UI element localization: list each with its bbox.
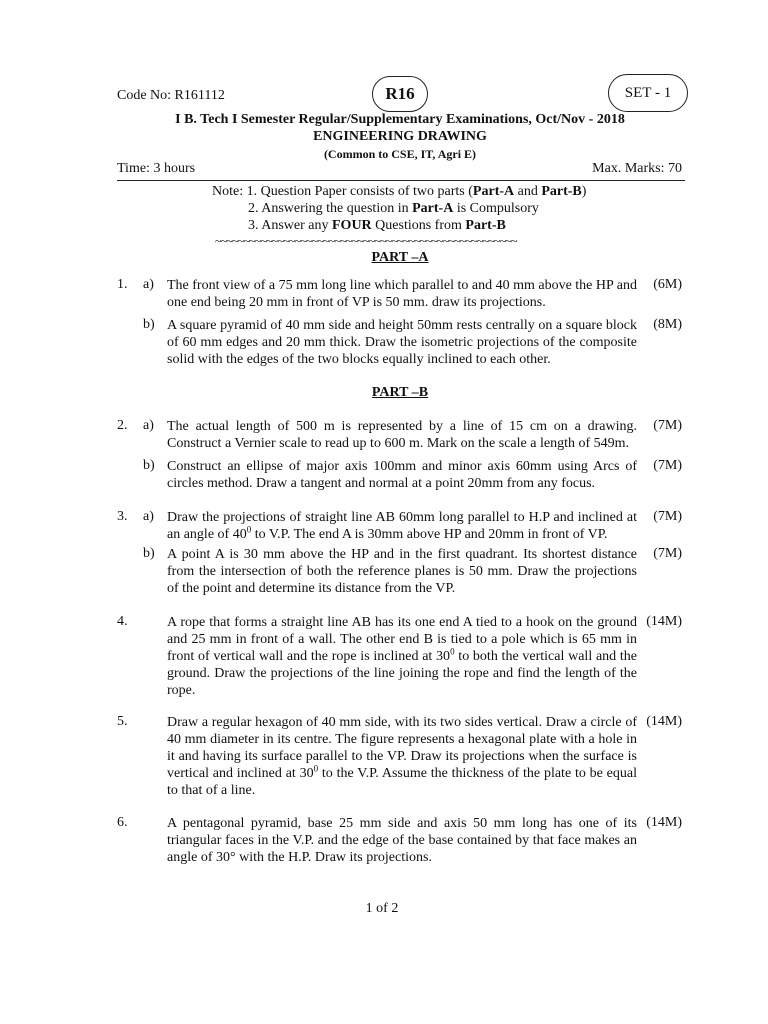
q1-number: 1. (117, 277, 128, 292)
q3b-label: b) (143, 546, 155, 561)
q2b-marks: (7M) (653, 458, 682, 473)
q1b-marks: (8M) (653, 317, 682, 332)
q3a-text: Draw the projections of straight line AB 60mm long parallel to H.P and inclined at an angle of $40^0$ to V.P. The end A is 30mm above HP and 20mm in front of VP. (167, 510, 637, 542)
q3a-marks: (7M) (653, 509, 682, 524)
subject-title: ENGINEERING DRAWING (313, 129, 487, 144)
set-badge: SET - 1 (608, 74, 688, 112)
q2a-marks: (7M) (653, 418, 682, 433)
q2b-label: b) (143, 458, 155, 473)
q3b-text: A point A is 30 mm above the HP and in the first quadrant. Its shortest distance from the intersection of both the reference planes is 50 mm. Draw the projections of the point and determine its distance from the VP. (167, 547, 637, 596)
note-2: 2. Answering the question in Part-A is Compulsory (248, 201, 539, 216)
common-to: (Common to CSE, IT, Agri E) (323, 147, 477, 161)
note-1: Note: 1. Question Paper consists of two parts (Part-A and Part-B) (212, 184, 587, 199)
q6-marks: (14M) (646, 815, 682, 830)
q3-number: 3. (117, 509, 128, 524)
regulation-badge: R16 (372, 76, 428, 112)
q5-number: 5. (117, 714, 128, 729)
q1a-label: a) (143, 277, 154, 292)
page-number: 1 of 2 (365, 901, 399, 916)
code-number: Code No: R161112 (117, 88, 225, 103)
q1b-label: b) (143, 317, 155, 332)
q2b-text: Construct an ellipse of major axis 100mm and minor axis 60mm using Arcs of circles method. Draw a tangent and normal at a point 20mm from any focus. (167, 459, 637, 491)
q2a-label: a) (143, 418, 154, 433)
time-label: Time: 3 hours (117, 161, 196, 176)
exam-title: I B. Tech I Semester Regular/Supplementary Examinations, Oct/Nov - 2018 (175, 112, 625, 127)
q2-number: 2. (117, 418, 128, 433)
tilde-separator: ~~~~~~~~~~~~~~~~~~~~~~~~~~~~~~~~~~~~~~~~~~~~~~~~~~~~~ (215, 234, 517, 248)
q6-number: 6. (117, 815, 128, 830)
q4-number: 4. (117, 614, 128, 629)
q2a-text: The actual length of 500 m is represented by a line of 15 cm on a drawing. Construct a Vernier scale to read up to 600 m. Mark on the scale a length of 549m. (167, 419, 637, 451)
q4-marks: (14M) (646, 614, 682, 629)
q3b-marks: (7M) (653, 546, 682, 561)
note-3: 3. Answer any FOUR Questions from Part-B (248, 218, 506, 233)
q6-text: A pentagonal pyramid, base 25 mm side and axis 50 mm long has one of its triangular faces in the V.P. and the edge of the base contained by that face makes an angle of 30° with the H.P. Draw its projections. (167, 816, 637, 865)
q1a-text: The front view of a 75 mm long line which parallel to and 40 mm above the HP and one end being 20 mm in front of VP is 50 mm. draw its projections. (167, 278, 637, 310)
header-rule (117, 180, 685, 181)
part-b-heading: PART –B (371, 385, 429, 400)
q4-text: A rope that forms a straight line AB has its one end A tied to a hook on the ground and 25 mm in front of a wall. The other end B is tied to a pole which is 65 mm in front of vertical wall and the rope is inclined at $30^0$ to both the vertical wall and the ground. Draw the projections of the line joining the rope and find the length of the rope. (167, 615, 637, 698)
q3a-label: a) (143, 509, 154, 524)
q5-marks: (14M) (646, 714, 682, 729)
q5-text: Draw a regular hexagon of 40 mm side, with its two sides vertical. Draw a circle of 40 mm diameter in its centre. The figure represents a hexagonal plate with a hole in it and having its surface parallel to the VP. Draw its projections when the surface is vertical and inclined at $30^0$ to the V.P. Assume the thickness of the plate to be equal to that of a line. (167, 715, 637, 798)
q1b-text: A square pyramid of 40 mm side and height 50mm rests centrally on a square block of 60 mm edges and 20 mm thick. Draw the isometric projections of the composite solid with the edges of the two blocks equally inclined to each other. (167, 318, 637, 367)
max-marks-label: Max. Marks: 70 (592, 161, 682, 176)
q1a-marks: (6M) (653, 277, 682, 292)
part-a-heading: PART –A (371, 250, 429, 265)
